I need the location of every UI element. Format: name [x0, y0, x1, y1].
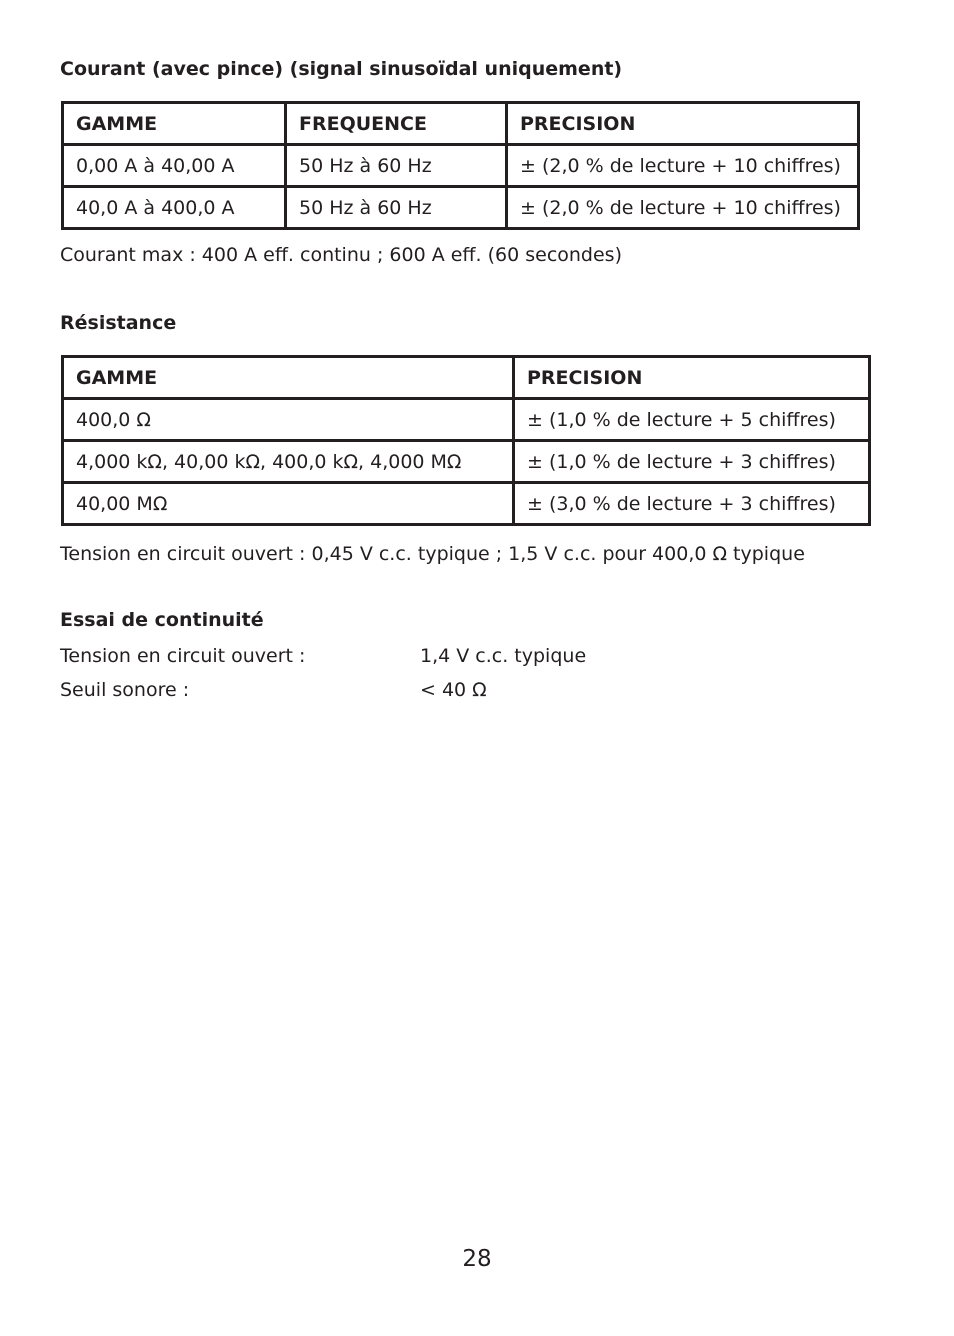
- current-max-note: Courant max : 400 A eff. continu ; 600 A eff. (60 secondes): [60, 244, 622, 266]
- precision-cell: ± (2,0 % de lecture + 10 chiffres): [507, 145, 859, 187]
- table-row: [63, 441, 870, 483]
- table-row: [63, 399, 870, 441]
- continuity-threshold-value: < 40 Ω: [420, 679, 487, 701]
- continuity-voltage-value: 1,4 V c.c. typique: [420, 645, 587, 667]
- page-number: 28: [462, 1246, 492, 1272]
- resistance-section-title: Résistance: [60, 312, 177, 334]
- precision-cell: ± (3,0 % de lecture + 3 chiffres): [514, 483, 870, 525]
- continuity-threshold-row: [60, 679, 487, 701]
- range-cell: 400,0 Ω: [63, 399, 514, 441]
- table-header-row: [63, 103, 859, 145]
- precision-cell: ± (1,0 % de lecture + 5 chiffres): [514, 399, 870, 441]
- frequency-cell: 50 Hz à 60 Hz: [286, 187, 507, 229]
- current-spec-table: [61, 101, 860, 230]
- continuity-threshold-label: Seuil sonore :: [60, 679, 190, 701]
- table-row: [63, 187, 859, 229]
- resistance-spec-table: [61, 355, 871, 526]
- table-row: [63, 483, 870, 525]
- column-header-precision: PRECISION: [507, 103, 859, 145]
- table-header-row: [63, 357, 870, 399]
- current-section-title: Courant (avec pince) (signal sinusoïdal uniquement): [60, 58, 623, 80]
- continuity-voltage-label: Tension en circuit ouvert :: [60, 645, 306, 667]
- precision-cell: ± (2,0 % de lecture + 10 chiffres): [507, 187, 859, 229]
- column-header-range: GAMME: [63, 357, 514, 399]
- range-cell: 0,00 A à 40,00 A: [63, 145, 286, 187]
- table-row: [63, 145, 859, 187]
- open-circuit-voltage-note: Tension en circuit ouvert : 0,45 V c.c. typique ; 1,5 V c.c. pour 400,0 Ω typique: [60, 543, 805, 565]
- column-header-precision: PRECISION: [514, 357, 870, 399]
- frequency-cell: 50 Hz à 60 Hz: [286, 145, 507, 187]
- continuity-voltage-row: [60, 645, 586, 667]
- range-cell: 40,0 A à 400,0 A: [63, 187, 286, 229]
- column-header-range: GAMME: [63, 103, 286, 145]
- column-header-frequency: FREQUENCE: [286, 103, 507, 145]
- range-cell: 40,00 MΩ: [63, 483, 514, 525]
- precision-cell: ± (1,0 % de lecture + 3 chiffres): [514, 441, 870, 483]
- continuity-section-title: Essai de continuité: [60, 609, 264, 631]
- range-cell: 4,000 kΩ, 40,00 kΩ, 400,0 kΩ, 4,000 MΩ: [63, 441, 514, 483]
